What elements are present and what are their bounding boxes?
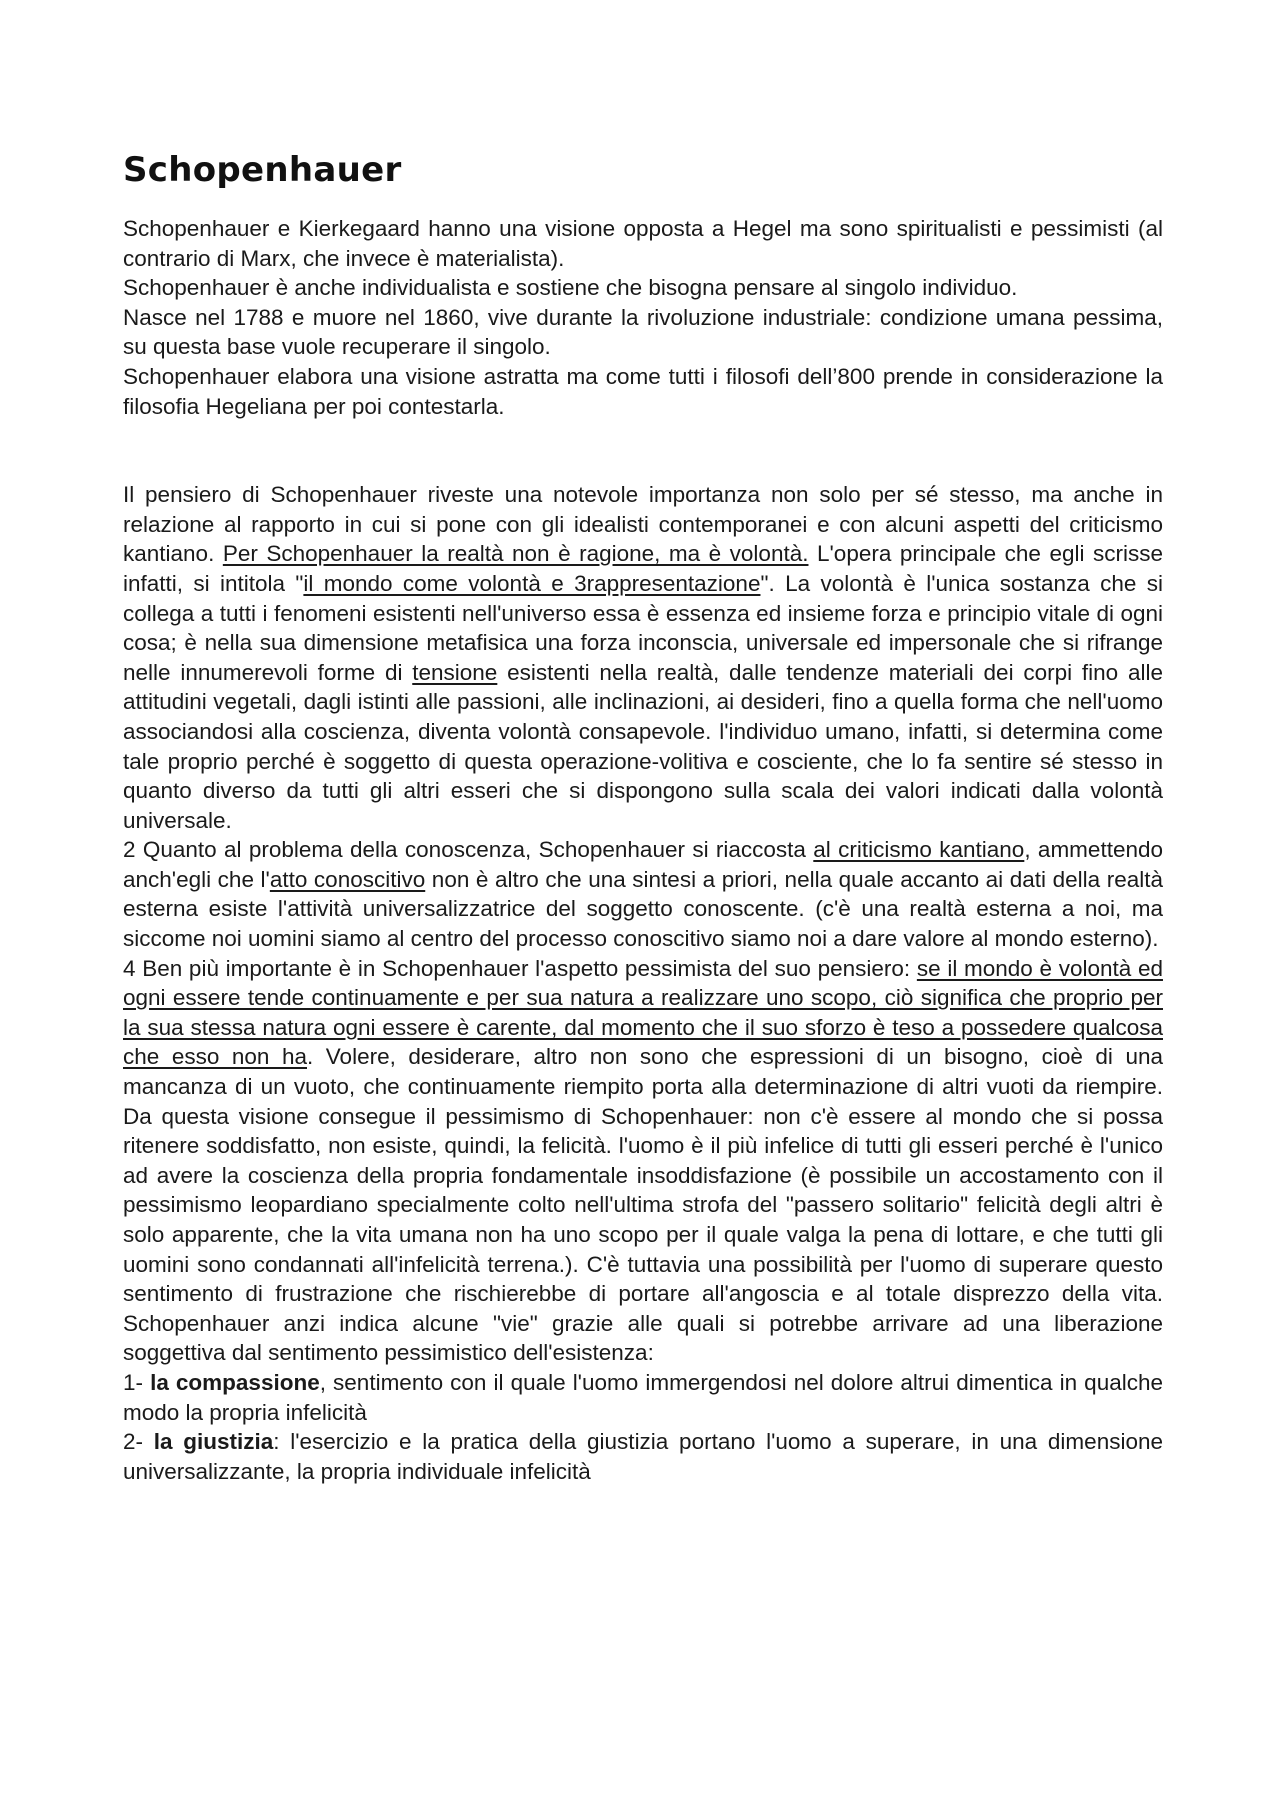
list-text: : l'esercizio e la pratica della giustizia portano l'uomo a superare, in una dimensione universalizzante, la propria individuale infelicità — [123, 1429, 1163, 1484]
document-title: Schopenhauer — [123, 150, 402, 190]
underlined-pessimism-thesis: se il mondo è volontà ed ogni essere tende continuamente e per sua natura a realizzare uno scopo, ciò significa che proprio per la sua stessa natura ogni essere è carente, dal momento che il suo sforzo è teso a possedere qualcosa che esso non ha — [123, 955, 1163, 1070]
paragraph-volonta — [123, 480, 1163, 835]
text-run: Il pensiero di Schopenhauer riveste una notevole importanza non solo per sé stesso, ma anche in relazione al rapporto in cui si pone con gli idealisti contemporanei e con alcuni aspetti del criticismo kantiano. — [123, 482, 1163, 567]
underlined-work-title: il mondo come volontà e 3rappresentazione — [303, 570, 761, 596]
list-term: la compassione — [150, 1369, 320, 1395]
intro-line-3: Nasce nel 1788 e muore nel 1860, vive durante la rivoluzione industriale: condizione umana pessima, su questa base vuole recuperare il singolo. — [123, 304, 1163, 360]
underlined-criticismo: al criticismo kantiano — [813, 837, 1025, 863]
section-gap — [123, 421, 1163, 480]
list-prefix: 1- — [123, 1369, 151, 1395]
document-page — [123, 150, 1163, 1486]
text-run: esistenti nella realtà, dalle tendenze materiali dei corpi fino alle attitudini vegetali, dagli istinti alle passioni, alle inclinazioni, ai desideri, fino a quella forma che nell'uomo associandosi alla coscienza, diventa volontà consapevole. l'individuo umano, infatti, si determina come tale proprio perché è soggetto di questa operazione-volitiva e cosciente, che lo fa sentire sé stesso in quanto diverso da tutti gli altri esseri che si dispongono sulla scala dei valori indicati dalla volontà universale. — [123, 659, 1163, 833]
intro-line-2: Schopenhauer è anche individualista e sostiene che bisogna pensare al singolo individuo. — [123, 275, 1018, 301]
paragraph-pessimismo — [123, 954, 1163, 1368]
text-run: . Volere, desiderare, altro non sono che espressioni di un bisogno, cioè di una mancanza di un vuoto, che continuamente riempito porta alla determinazione di altri vuoti da riempire. Da questa visione consegue il pessimismo di Schopenhauer: non c'è essere al mondo che si possa ritenere soddisfatto, non esiste, quindi, la felicità. l'uomo è il più infelice di tutti gli esseri perché è l'unico ad avere la coscienza della propria fondamentale insoddisfazione (è possibile un accostamento con il pessimismo leopardiano specialmente colto nell'ultima strofa del "passero solitario" felicità degli altri è solo apparente, che la vita umana non ha uno scopo per il quale valga la pena di lottare, e che tutti gli uomini sono condannati all'infelicità terrena.). C'è tuttavia una possibilità per l'uomo di superare questo sentimento di frustrazione che rischierebbe di portare all'angoscia e al totale disprezzo della vita. Schopenhauer anzi indica alcune "vie" grazie alle quali si potrebbe arrivare ad una liberazione soggettiva dal sentimento pessimistico dell'esistenza: — [123, 1044, 1163, 1366]
text-run: L'opera principale che egli scrisse infatti, si intitola " — [123, 541, 1163, 596]
underlined-term-tensione: tensione — [412, 659, 498, 685]
list-term: la giustizia — [153, 1429, 274, 1455]
paragraph-conoscenza — [123, 835, 1163, 953]
text-run: 4 Ben più importante è in Schopenhauer l'aspetto pessimista del suo pensiero: — [123, 955, 917, 981]
text-run: ". La volontà è l'unica sostanza che si collega a tutti i fenomeni esistenti nell'universo essa è essenza ed insieme forza e principio vitale di ogni cosa; è nella sua dimensione metafisica una forza inconscia, universale ed impersonale che si rifrange nelle innumerevoli forme di — [123, 570, 1163, 685]
list-item-compassione — [123, 1368, 1163, 1427]
list-text: , sentimento con il quale l'uomo immergendosi nel dolore altrui dimentica in qualche modo la propria infelicità — [123, 1369, 1163, 1425]
text-run: non è altro che una sintesi a priori, nella quale accanto ai dati della realtà esterna esiste l'attività universalizzatrice del soggetto conoscente. (c'è una realtà esterna a noi, ma siccome noi uomini siamo al centro del processo conoscitivo siamo noi a dare valore al mondo esterno). — [123, 866, 1163, 952]
underlined-atto-conoscitivo: atto conoscitivo — [269, 866, 426, 892]
intro-line-1: Schopenhauer e Kierkegaard hanno una visione opposta a Hegel ma sono spiritualisti e pessimisti (al contrario di Marx, che invece è materialista). — [123, 216, 1163, 271]
text-run: , ammettendo anch'egli che l' — [123, 837, 1163, 892]
list-item-giustizia — [123, 1427, 1163, 1486]
intro-line-4: Schopenhauer elabora una visione astratta ma come tutti i filosofi dell’800 prende in considerazione la filosofia Hegeliana per poi contestarla. — [123, 363, 1163, 419]
list-prefix: 2- — [123, 1429, 154, 1455]
text-run: 2 Quanto al problema della conoscenza, Schopenhauer si riaccosta — [123, 837, 814, 863]
underlined-thesis: Per Schopenhauer la realtà non è ragione, ma è volontà. — [222, 541, 809, 567]
